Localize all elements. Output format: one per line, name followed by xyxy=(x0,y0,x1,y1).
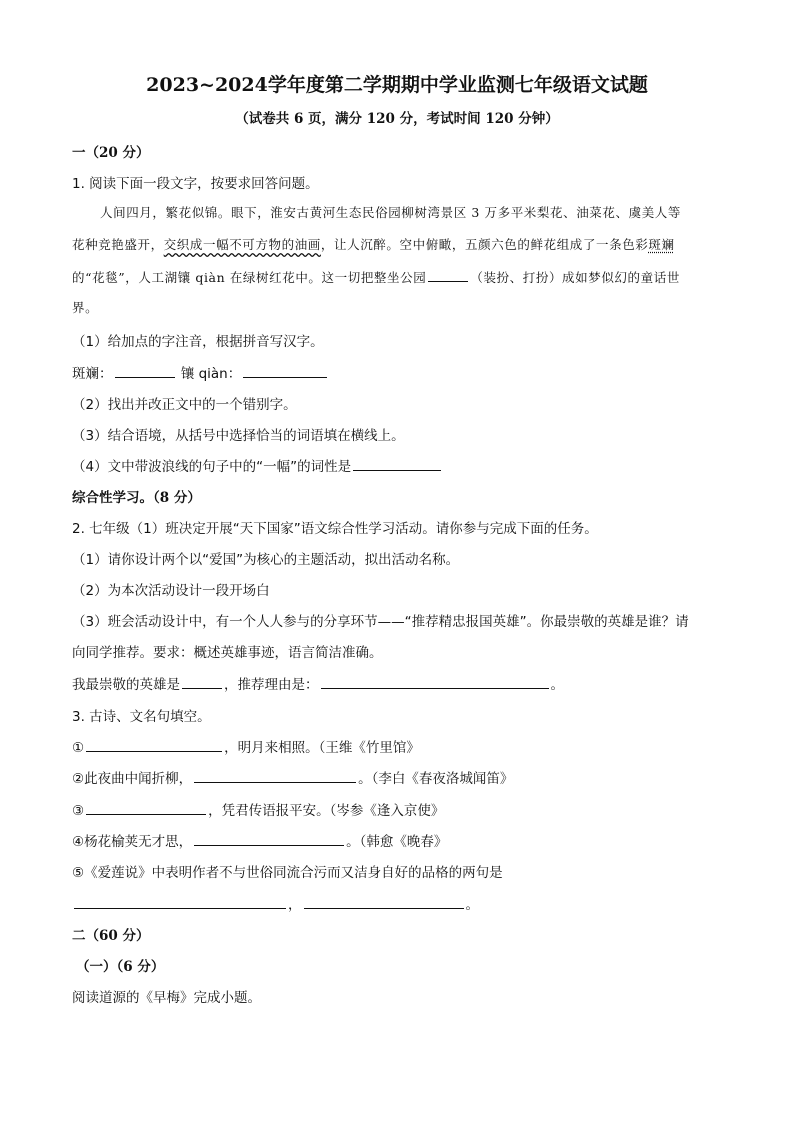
answer-blank[interactable] xyxy=(182,674,222,689)
punctuation: 。 xyxy=(550,677,564,693)
punctuation: ， xyxy=(288,897,302,913)
poem-fill-5-answer xyxy=(72,893,479,913)
item-number: ① xyxy=(72,740,85,756)
punctuation: 。 xyxy=(465,897,479,913)
sub-question-4 xyxy=(72,455,443,475)
answer-blank[interactable] xyxy=(86,737,222,752)
question-2-sub-1: （1）请你设计两个以“爱国”为核心的主题活动，拟出活动名称。 xyxy=(72,552,460,568)
sub-question-1-fill xyxy=(72,362,329,382)
poem-line: ②此夜曲中闻折柳， xyxy=(72,771,193,787)
sub-question-3: （3）结合语境，从括号中选择恰当的词语填在横线上。 xyxy=(72,428,405,444)
dotted-word: 斑斓 xyxy=(648,237,675,252)
question-text: （4）文中带波浪线的句子中的“一幅”的词性是 xyxy=(72,459,352,475)
question-3-stem: 3. 古诗、文名句填空。 xyxy=(72,709,211,725)
subsection-heading: （一）（6 分） xyxy=(76,959,165,975)
poem-source: 。（李白《春夜洛城闻笛》 xyxy=(358,771,514,787)
hero-fill-line xyxy=(72,673,564,693)
passage-text: ，让人沉醉。空中俯瞰，五颜六色的鲜花组成了一条色彩 xyxy=(320,237,649,252)
poem-fill-1 xyxy=(72,736,420,756)
sub-question-1: （1）给加点的字注音，根据拼音写汉字。 xyxy=(72,334,324,350)
passage-line-1: 人间四月，繁花似锦。眼下，淮安古黄河生态民俗园柳树湾景区 3 万多平米梨花、油菜花、虞美人等 xyxy=(100,205,682,220)
answer-blank[interactable] xyxy=(321,674,549,689)
fill-label: 斑斓： xyxy=(72,366,113,382)
poem-fill-4 xyxy=(72,830,447,850)
passage-line-2 xyxy=(72,235,675,253)
fill-label: 我最崇敬的英雄是 xyxy=(72,677,180,693)
poem-fill-5: ⑤《爱莲说》中表明作者不与世俗同流合污而又洁身自好的品格的两句是 xyxy=(72,865,503,881)
exam-info: （试卷共 6 页，满分 120 分，考试时间 120 分钟） xyxy=(235,111,559,127)
item-number: ③ xyxy=(72,803,85,819)
answer-blank[interactable] xyxy=(74,894,286,909)
fill-label: 镶 qiàn： xyxy=(180,366,242,382)
poem-fill-3 xyxy=(72,799,444,819)
answer-blank[interactable] xyxy=(115,363,175,378)
poem-source: 。（韩愈《晚春》 xyxy=(346,834,448,850)
sub-question-2: （2）找出并改正文中的一个错别字。 xyxy=(72,397,297,413)
poem-source: ，凭君传语报平安。（岑参《逢入京使》 xyxy=(208,803,445,819)
page-title: 2023~2024学年度第二学期期中学业监测七年级语文试题 xyxy=(146,74,648,96)
answer-blank[interactable] xyxy=(243,363,327,378)
question-2-sub-3: （3）班会活动设计中，有一个人人参与的分享环节——“推荐精忠报国英雄”。你最崇敬的英雄是谁？请 xyxy=(72,614,689,630)
answer-blank[interactable] xyxy=(194,768,356,783)
question-1-stem: 1. 阅读下面一段文字，按要求回答问题。 xyxy=(72,176,319,192)
answer-blank[interactable] xyxy=(86,800,206,815)
answer-blank[interactable] xyxy=(428,267,468,282)
poem-fill-2 xyxy=(72,767,513,787)
passage-text: 花种竞艳盛开， xyxy=(72,237,164,252)
passage-text: （装扮、打扮）成如梦似幻的童话世 xyxy=(470,270,680,285)
poem-line: ④杨花榆荚无才思， xyxy=(72,834,193,850)
reading-instruction: 阅读道源的《早梅》完成小题。 xyxy=(72,990,261,1006)
passage-line-4: 界。 xyxy=(72,300,99,315)
passage-text: 的“花毯”，人工湖镶 qiàn 在绿树红花中。这一切把整坐公园 xyxy=(72,270,427,285)
answer-blank[interactable] xyxy=(353,456,441,471)
section-heading-2: 二（60 分） xyxy=(72,928,150,944)
passage-line-3 xyxy=(72,267,680,286)
section-heading-comprehensive: 综合性学习。（8 分） xyxy=(72,490,201,506)
question-2-sub-2: （2）为本次活动设计一段开场白 xyxy=(72,583,270,599)
question-2-stem: 2. 七年级（1）班决定开展“天下国家”语文综合性学习活动。请你参与完成下面的任务。 xyxy=(72,521,598,537)
section-heading-1: 一（20 分） xyxy=(72,145,150,161)
fill-label: ，推荐理由是： xyxy=(224,677,319,693)
question-2-sub-3-cont: 向同学推荐。要求：概述英雄事迹，语言简洁准确。 xyxy=(72,645,383,661)
answer-blank[interactable] xyxy=(304,894,464,909)
poem-source: ，明月来相照。（王维《竹里馆》 xyxy=(224,740,420,756)
wavy-underlined-sentence: 交织成一幅不可方物的油画 xyxy=(163,237,321,252)
answer-blank[interactable] xyxy=(194,831,344,846)
